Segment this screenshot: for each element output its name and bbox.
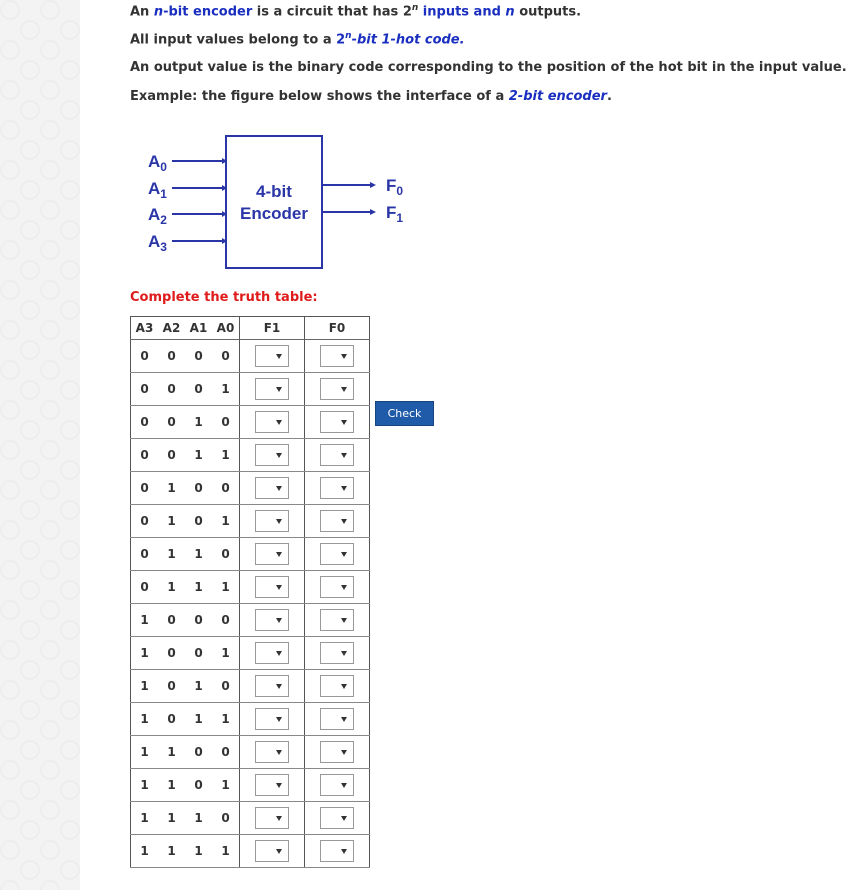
input-bit-cell: 1 xyxy=(158,538,185,571)
f1-select[interactable] xyxy=(255,510,289,532)
input-bit-cell: 0 xyxy=(131,505,159,538)
input-bit-cell: 0 xyxy=(212,802,240,835)
truth-table-prompt: Complete the truth table: xyxy=(130,290,318,305)
output-cell-f0 xyxy=(305,571,370,604)
f0-select[interactable] xyxy=(320,378,354,400)
input-bit-cell: 1 xyxy=(131,670,159,703)
table-row xyxy=(131,637,370,670)
f0-select[interactable] xyxy=(320,576,354,598)
input-bit-cell: 1 xyxy=(212,505,240,538)
f1-select[interactable] xyxy=(255,543,289,565)
input-bit-cell: 0 xyxy=(158,373,185,406)
input-bit-cell: 1 xyxy=(185,538,212,571)
f0-select[interactable] xyxy=(320,708,354,730)
table-header-f1: F1 xyxy=(240,317,305,340)
intro-line-4: Example: the figure below shows the interface of a 2-bit encoder. xyxy=(130,89,612,104)
f0-select[interactable] xyxy=(320,543,354,565)
table-row xyxy=(131,472,370,505)
f1-select[interactable] xyxy=(255,675,289,697)
output-cell-f1 xyxy=(240,802,305,835)
output-cell-f1 xyxy=(240,472,305,505)
table-row xyxy=(131,736,370,769)
input-bit-cell: 1 xyxy=(212,769,240,802)
table-row xyxy=(131,802,370,835)
input-bit-cell: 1 xyxy=(185,670,212,703)
input-bit-cell: 0 xyxy=(185,637,212,670)
output-cell-f0 xyxy=(305,406,370,439)
table-row xyxy=(131,769,370,802)
output-cell-f0 xyxy=(305,703,370,736)
output-cell-f1 xyxy=(240,835,305,868)
input-bit-cell: 1 xyxy=(131,637,159,670)
input-bit-cell: 1 xyxy=(185,439,212,472)
f1-select[interactable] xyxy=(255,444,289,466)
output-arrow-0 xyxy=(370,182,376,188)
input-label-2: $A_2$ xyxy=(148,205,167,227)
input-bit-cell: 0 xyxy=(185,472,212,505)
input-bit-cell: 0 xyxy=(131,538,159,571)
input-bit-cell: 1 xyxy=(131,736,159,769)
f0-select[interactable] xyxy=(320,444,354,466)
output-cell-f0 xyxy=(305,439,370,472)
f0-select[interactable] xyxy=(320,741,354,763)
output-cell-f0 xyxy=(305,835,370,868)
input-bit-cell: 1 xyxy=(185,571,212,604)
f0-select[interactable] xyxy=(320,642,354,664)
input-bit-cell: 0 xyxy=(212,472,240,505)
output-cell-f0 xyxy=(305,472,370,505)
check-button[interactable]: Check xyxy=(375,401,434,426)
input-bit-cell: 0 xyxy=(212,736,240,769)
output-cell-f1 xyxy=(240,538,305,571)
input-bit-cell: 0 xyxy=(185,373,212,406)
input-bit-cell: 1 xyxy=(212,373,240,406)
input-bit-cell: 1 xyxy=(158,505,185,538)
f1-select[interactable] xyxy=(255,378,289,400)
output-cell-f0 xyxy=(305,802,370,835)
f1-select[interactable] xyxy=(255,807,289,829)
input-bit-cell: 0 xyxy=(131,472,159,505)
input-label-0: $A_0$ xyxy=(148,152,167,174)
output-cell-f0 xyxy=(305,505,370,538)
input-bit-cell: 1 xyxy=(158,835,185,868)
input-bit-cell: 0 xyxy=(212,670,240,703)
f0-select[interactable] xyxy=(320,675,354,697)
table-row xyxy=(131,340,370,373)
output-cell-f1 xyxy=(240,505,305,538)
output-cell-f0 xyxy=(305,340,370,373)
input-bit-cell: 1 xyxy=(185,835,212,868)
input-bit-cell: 0 xyxy=(158,406,185,439)
input-bit-cell: 0 xyxy=(131,571,159,604)
input-bit-cell: 1 xyxy=(185,406,212,439)
f1-select[interactable] xyxy=(255,840,289,862)
f0-select[interactable] xyxy=(320,345,354,367)
output-cell-f0 xyxy=(305,373,370,406)
input-bit-cell: 1 xyxy=(185,802,212,835)
input-bit-cell: 1 xyxy=(131,835,159,868)
table-row xyxy=(131,505,370,538)
input-label-3: $A_3$ xyxy=(148,232,167,254)
table-row xyxy=(131,439,370,472)
f0-select[interactable] xyxy=(320,411,354,433)
output-cell-f0 xyxy=(305,637,370,670)
input-bit-cell: 1 xyxy=(158,736,185,769)
input-bit-cell: 1 xyxy=(158,769,185,802)
intro-line-2: All input values belong to a 2$^n$-bit 1-hot code. xyxy=(130,31,465,48)
input-bit-cell: 1 xyxy=(158,472,185,505)
input-bit-cell: 1 xyxy=(131,604,159,637)
input-bit-cell: 1 xyxy=(131,802,159,835)
f1-select[interactable] xyxy=(255,411,289,433)
input-bit-cell: 1 xyxy=(131,703,159,736)
output-cell-f1 xyxy=(240,703,305,736)
output-cell-f0 xyxy=(305,538,370,571)
table-row xyxy=(131,538,370,571)
output-arrow-1 xyxy=(370,209,376,215)
table-row xyxy=(131,406,370,439)
f0-select[interactable] xyxy=(320,807,354,829)
input-bit-cell: 0 xyxy=(212,340,240,373)
output-cell-f1 xyxy=(240,439,305,472)
table-row xyxy=(131,703,370,736)
input-bit-cell: 0 xyxy=(131,406,159,439)
output-cell-f1 xyxy=(240,769,305,802)
input-label-1: $A_1$ xyxy=(148,179,167,201)
input-bit-cell: 1 xyxy=(212,835,240,868)
input-bit-cell: 0 xyxy=(158,637,185,670)
input-bit-cell: 1 xyxy=(158,571,185,604)
side-pattern xyxy=(0,0,80,890)
input-bit-cell: 1 xyxy=(158,802,185,835)
intro-line-1: An n-bit encoder is a circuit that has 2$^n$ inputs and n outputs. xyxy=(130,3,582,20)
input-bit-cell: 0 xyxy=(131,439,159,472)
input-bit-cell: 0 xyxy=(158,670,185,703)
input-bit-cell: 1 xyxy=(131,769,159,802)
input-bit-cell: 0 xyxy=(185,340,212,373)
table-header-a0: A0 xyxy=(212,317,240,340)
encoder-block-line2: Encoder xyxy=(239,204,309,223)
table-row xyxy=(131,571,370,604)
input-bit-cell: 0 xyxy=(212,406,240,439)
encoder-block xyxy=(226,136,322,268)
output-cell-f0 xyxy=(305,670,370,703)
f1-select[interactable] xyxy=(255,708,289,730)
f0-select[interactable] xyxy=(320,774,354,796)
f0-select[interactable] xyxy=(320,477,354,499)
table-row xyxy=(131,670,370,703)
output-cell-f1 xyxy=(240,406,305,439)
output-label-0: $F_0$ xyxy=(386,176,404,198)
f1-select[interactable] xyxy=(255,345,289,367)
truth-table xyxy=(130,316,370,868)
output-cell-f1 xyxy=(240,736,305,769)
output-cell-f1 xyxy=(240,637,305,670)
output-cell-f1 xyxy=(240,670,305,703)
output-cell-f0 xyxy=(305,736,370,769)
input-bit-cell: 1 xyxy=(185,703,212,736)
input-bit-cell: 0 xyxy=(185,505,212,538)
encoder-block-line1: 4-bit xyxy=(256,182,292,201)
f1-select[interactable] xyxy=(255,576,289,598)
input-bit-cell: 1 xyxy=(212,439,240,472)
input-bit-cell: 0 xyxy=(185,604,212,637)
output-cell-f1 xyxy=(240,604,305,637)
table-header-a3: A3 xyxy=(131,317,159,340)
table-row xyxy=(131,373,370,406)
f0-select[interactable] xyxy=(320,840,354,862)
f0-select[interactable] xyxy=(320,510,354,532)
table-row xyxy=(131,835,370,868)
output-cell-f1 xyxy=(240,340,305,373)
f1-select[interactable] xyxy=(255,741,289,763)
input-bit-cell: 1 xyxy=(212,571,240,604)
input-bit-cell: 0 xyxy=(158,439,185,472)
f1-select[interactable] xyxy=(255,477,289,499)
output-cell-f0 xyxy=(305,604,370,637)
output-cell-f0 xyxy=(305,769,370,802)
input-bit-cell: 0 xyxy=(185,736,212,769)
input-bit-cell: 0 xyxy=(185,769,212,802)
input-bit-cell: 0 xyxy=(158,340,185,373)
input-bit-cell: 0 xyxy=(158,604,185,637)
output-label-1: $F_1$ xyxy=(386,203,404,225)
f0-select[interactable] xyxy=(320,609,354,631)
f1-select[interactable] xyxy=(255,774,289,796)
input-bit-cell: 1 xyxy=(212,637,240,670)
input-bit-cell: 1 xyxy=(212,703,240,736)
input-bit-cell: 0 xyxy=(131,340,159,373)
table-header-a1: A1 xyxy=(185,317,212,340)
table-header-a2: A2 xyxy=(158,317,185,340)
output-cell-f1 xyxy=(240,373,305,406)
input-bit-cell: 0 xyxy=(212,604,240,637)
input-bit-cell: 0 xyxy=(158,703,185,736)
intro-line-3: An output value is the binary code corresponding to the position of the hot bit in the input value. xyxy=(130,60,847,75)
input-bit-cell: 0 xyxy=(131,373,159,406)
encoder-diagram xyxy=(130,130,450,280)
output-cell-f1 xyxy=(240,571,305,604)
f1-select[interactable] xyxy=(255,642,289,664)
input-bit-cell: 0 xyxy=(212,538,240,571)
table-row xyxy=(131,604,370,637)
table-header-f0: F0 xyxy=(305,317,370,340)
f1-select[interactable] xyxy=(255,609,289,631)
